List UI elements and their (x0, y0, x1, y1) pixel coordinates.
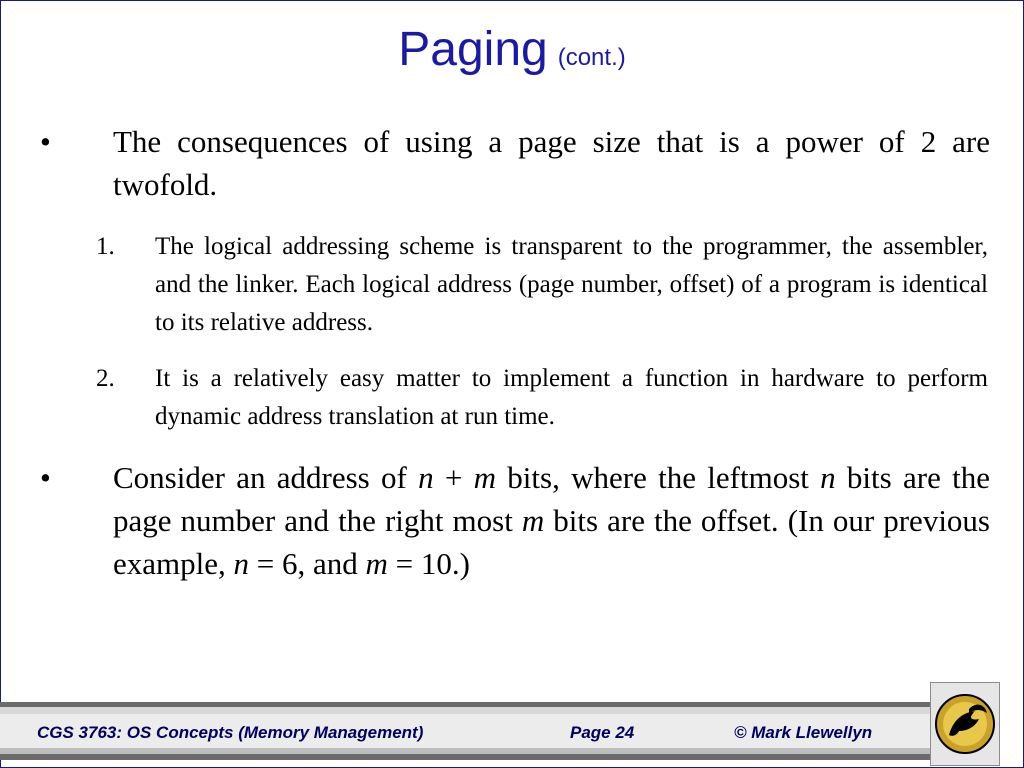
var-n: n (418, 460, 434, 495)
bullet-mark: • (40, 124, 51, 159)
bullet-1-text: The consequences of using a page size that is a power of 2 are twofold. (113, 124, 990, 202)
var-m: m (473, 460, 497, 495)
var-n: n (233, 546, 250, 581)
slide-title (0, 22, 1024, 77)
var-n: n (820, 460, 836, 495)
bullet-2-text: Consider an address of n + m bits, where the leftmost n bits are the page number and the right most m bits are the offset. (In our previous example, n = 6, and m = 10.) (113, 460, 990, 581)
list-item-1 (96, 228, 988, 342)
title-main: Paging (398, 23, 548, 76)
title-sub: (cont.) (557, 44, 626, 71)
bullet-1 (40, 120, 990, 206)
bullet-2 (40, 456, 990, 585)
bullet-mark: • (40, 460, 51, 495)
logo-box (930, 682, 1000, 766)
var-m: m (521, 503, 545, 538)
list-item-2 (96, 360, 988, 436)
var-m: m (365, 546, 388, 581)
ucf-pegasus-logo-icon (935, 691, 995, 757)
footer-copyright: © Mark Llewellyn (734, 723, 873, 742)
footer-course: CGS 3763: OS Concepts (Memory Management) (37, 723, 424, 742)
list-item-number: 1. (96, 233, 115, 260)
list-item-1-text: The logical addressing scheme is transparent to the programmer, the assembler, and the linker. Each logical address (page number, offset) of a program is identical to its relative address. (155, 233, 988, 336)
list-item-2-text: It is a relatively easy matter to implement a function in hardware to perform dynamic address translation at run time. (155, 365, 988, 430)
list-item-number: 2. (96, 365, 115, 392)
footer-page-number: Page 24 (570, 723, 635, 742)
